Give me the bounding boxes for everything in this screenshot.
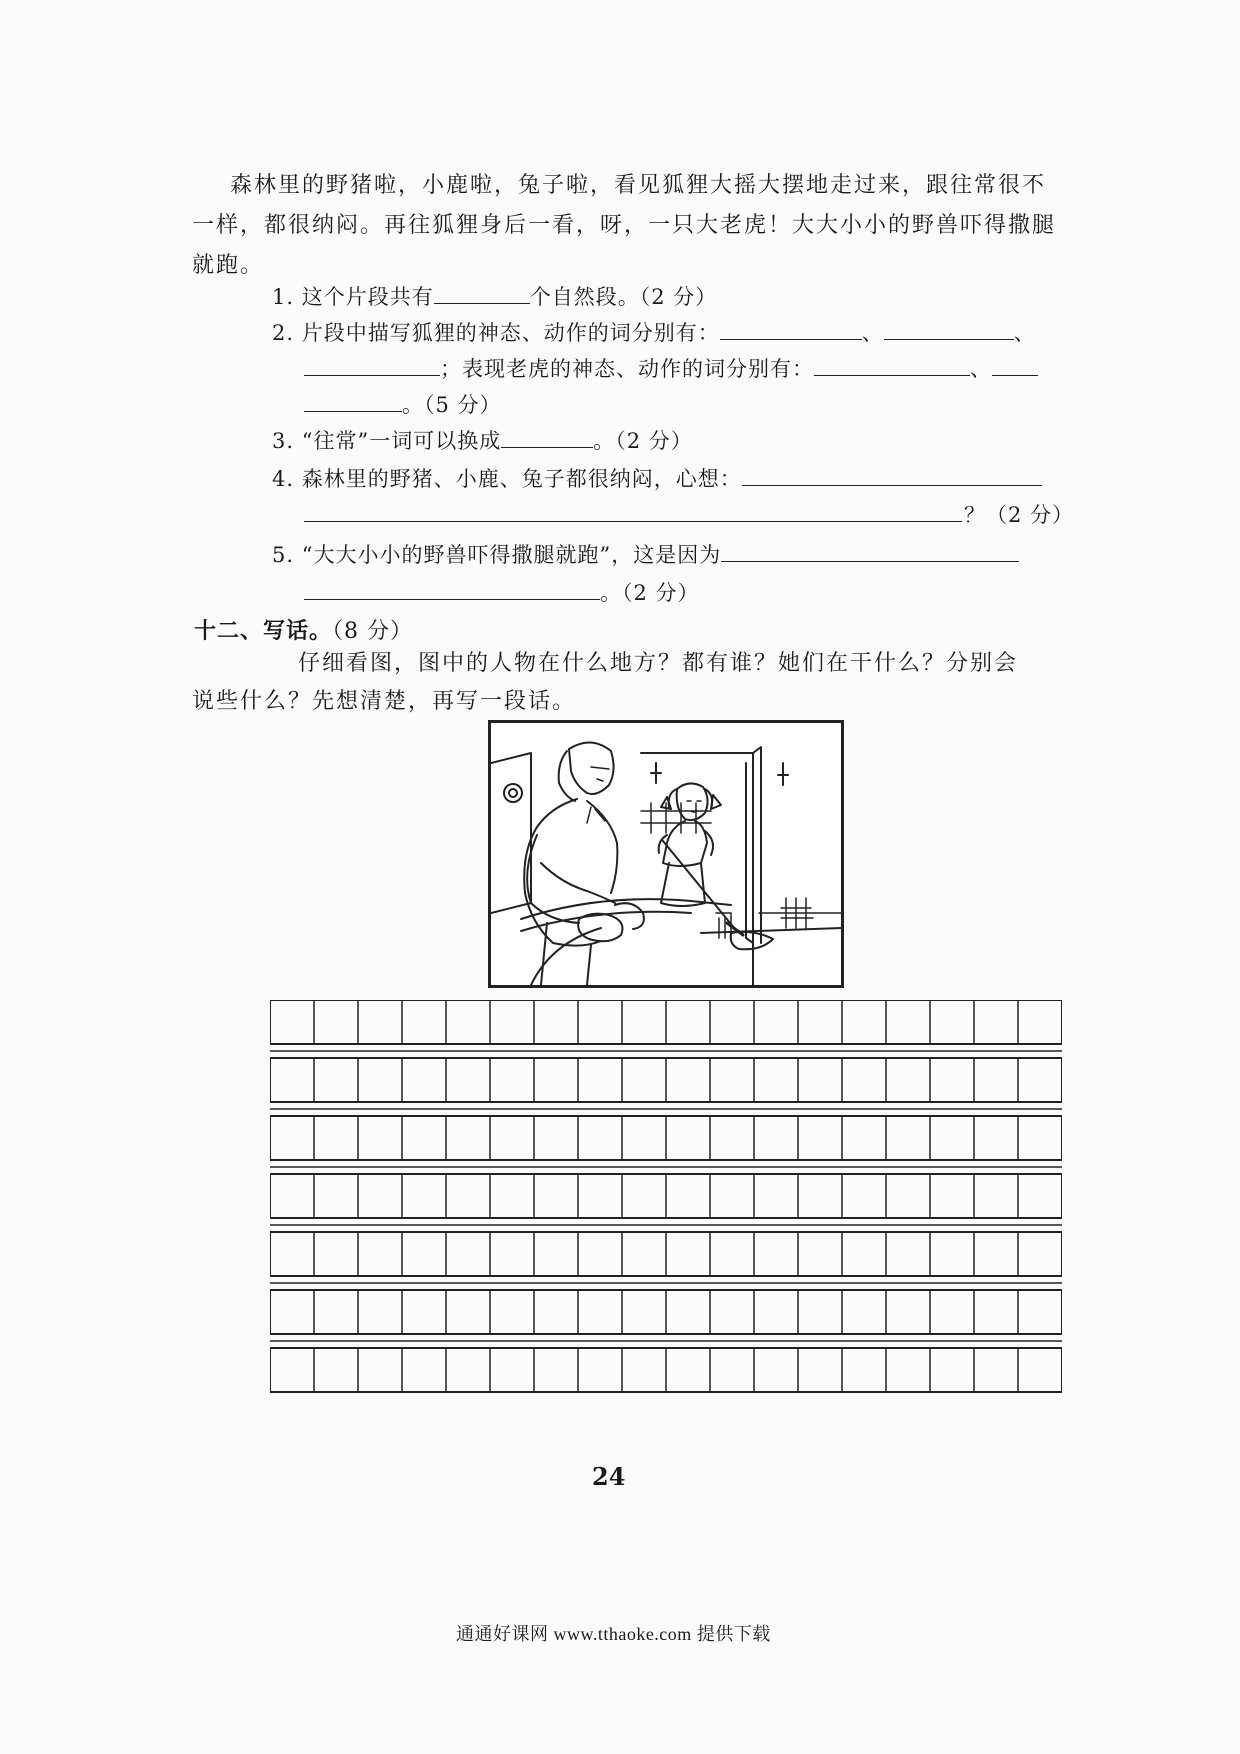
question-5-end xyxy=(304,578,700,608)
question-1 xyxy=(272,282,717,312)
question-text: 森林里的野猪、小鹿、兔子都很纳闷，心想： xyxy=(301,467,742,491)
answer-blank[interactable] xyxy=(501,429,593,448)
question-number: 2. xyxy=(272,321,295,345)
separator: 、 xyxy=(970,357,992,381)
section-title: 十二、写话。 xyxy=(194,618,333,644)
question-number: 5. xyxy=(272,543,295,567)
question-2 xyxy=(272,318,1036,348)
passage-line-2: 一样，都很纳闷。再往狐狸身后一看，呀，一只大老虎！大大小小的野兽吓得撒腿 xyxy=(192,213,1057,238)
passage-line-1: 森林里的野猪啦，小鹿啦，兔子啦，看见狐狸大摇大摆地走过来，跟往常很不 xyxy=(230,173,1047,198)
score-label: （5 分） xyxy=(424,393,502,417)
question-number: 1. xyxy=(272,285,295,309)
section-score: （8 分） xyxy=(332,619,414,644)
answer-blank[interactable] xyxy=(742,467,1042,486)
separator: 、 xyxy=(861,321,884,345)
answer-blank[interactable] xyxy=(992,357,1038,376)
score-label: （2 分） xyxy=(615,429,693,453)
answer-blank[interactable] xyxy=(434,285,530,304)
separator: 、 xyxy=(1013,321,1036,345)
question-5 xyxy=(272,540,1019,570)
prompt-line-2: 说些什么？先想清楚，再写一段话。 xyxy=(192,689,577,714)
section-12-title xyxy=(194,614,413,645)
mother-daughter-cleaning-illustration-icon xyxy=(491,723,841,985)
answer-blank[interactable] xyxy=(721,543,1019,562)
end-mark: ？ xyxy=(964,503,986,527)
illustration-frame xyxy=(488,720,844,988)
question-2-end xyxy=(304,390,502,420)
end-mark: 。 xyxy=(402,393,424,417)
end-mark: 。 xyxy=(593,429,616,453)
answer-blank[interactable] xyxy=(720,321,862,340)
question-3 xyxy=(272,426,693,456)
answer-blank[interactable] xyxy=(884,321,1014,340)
question-text: ；表现老虎的神态、动作的词分别有： xyxy=(440,357,814,381)
writing-grid[interactable] xyxy=(270,1000,1062,1400)
score-label: （2 分） xyxy=(986,503,1075,527)
footer-text: 通通好课网 www.tthaoke.com 提供下载 xyxy=(456,1624,771,1644)
score-label: （2 分） xyxy=(622,581,700,605)
answer-blank[interactable] xyxy=(304,393,402,412)
question-text: 这个片段共有 xyxy=(301,285,434,309)
answer-blank[interactable] xyxy=(304,357,440,376)
question-4 xyxy=(272,464,1042,494)
answer-line[interactable] xyxy=(304,521,962,522)
passage-line-3: 就跑。 xyxy=(192,253,265,278)
answer-blank[interactable] xyxy=(304,581,600,600)
prompt-line-1: 仔细看图，图中的人物在什么地方？都有谁？她们在干什么？分别会 xyxy=(298,651,1019,676)
score-label: （2 分） xyxy=(639,285,718,309)
page-number: 24 xyxy=(592,1462,626,1491)
question-text: 个自然段。 xyxy=(529,285,640,309)
question-text: “大大小小的野兽吓得撒腿就跑”，这是因为 xyxy=(301,543,722,567)
question-number: 3. xyxy=(272,429,295,453)
question-4-end xyxy=(964,500,1074,530)
question-text: 片段中描写狐狸的神态、动作的词分别有： xyxy=(301,321,720,345)
end-mark: 。 xyxy=(600,581,622,605)
question-number: 4. xyxy=(272,467,295,491)
question-2-cont xyxy=(304,354,1038,384)
answer-blank[interactable] xyxy=(814,357,970,376)
question-text: “往常”一词可以换成 xyxy=(301,429,502,453)
